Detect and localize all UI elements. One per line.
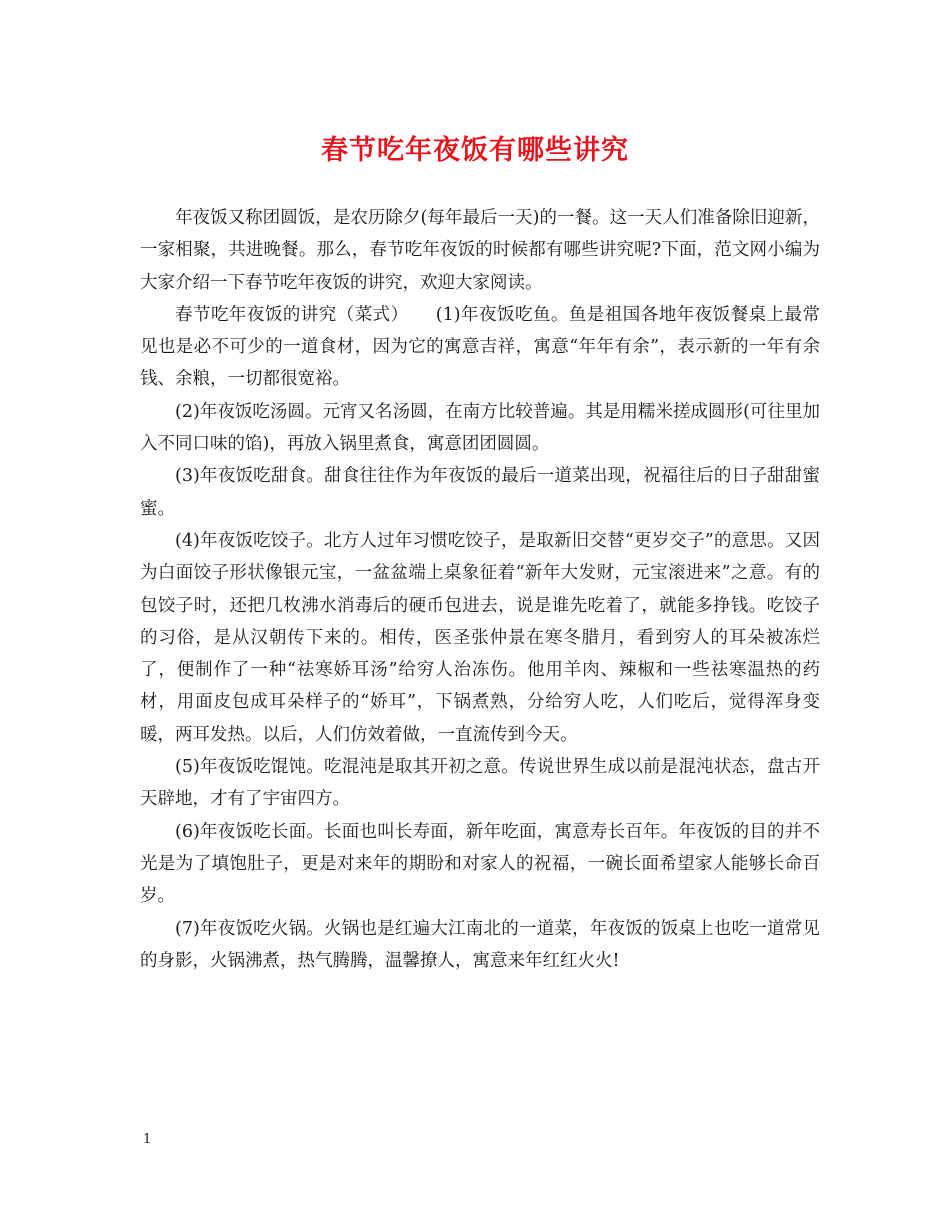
paragraph-noodles: (6)年夜饭吃长面。长面也叫长寿面，新年吃面，寓意寿长百年。年夜饭的目的并不光是为了填饱肚子，更是对来年的期盼和对家人的祝福，一碗长面希望家人能够长命百岁。 (140, 821, 820, 907)
paragraph-dumplings: (4)年夜饭吃饺子。北方人过年习惯吃饺子，是取新旧交替“更岁交子”的意思。又因为白面饺子形状像银元宝，一盆盆端上桌象征着“新年大发财，元宝滚进来”之意。有的包饺子时，还把几枚沸水消毒后的硬币包进去，说是谁先吃着了，就能多挣钱。吃饺子的习俗，是从汉朝传下来的。相传，医圣张仲景在寒冬腊月，看到穷人的耳朵被冻烂了，便制作了一种“祛寒娇耳汤”给穷人治冻伤。他用羊肉、辣椒和一些祛寒温热的药材，用面皮包成耳朵样子的“娇耳”，下锅煮熟，分给穷人吃，人们吃后，觉得浑身变暖，两耳发热。以后，人们仿效着做，一直流传到今天。 (140, 530, 820, 745)
article-body (140, 202, 820, 977)
paragraph-wonton: (5)年夜饭吃馄饨。吃混沌是取其开初之意。传说世界生成以前是混沌状态，盘古开天辟地，才有了宇宙四方。 (140, 757, 820, 810)
paragraph-fish: 春节吃年夜饭的讲究（菜式） (1)年夜饭吃鱼。鱼是祖国各地年夜饭餐桌上最常见也是必不可少的一道食材，因为它的寓意吉祥，寓意“年年有余”，表示新的一年有余钱、余粮，一切都很宽裕。 (140, 304, 820, 390)
paragraph-hotpot: (7)年夜饭吃火锅。火锅也是红遍大江南北的一道菜，年夜饭的饭桌上也吃一道常见的身影，火锅沸煮，热气腾腾，温馨撩人，寓意来年红红火火! (140, 918, 820, 971)
page-title: 春节吃年夜饭有哪些讲究 (321, 135, 629, 166)
paragraph-sweets: (3)年夜饭吃甜食。甜食往往作为年夜饭的最后一道菜出现，祝福往后的日子甜甜蜜蜜。 (140, 466, 820, 519)
page-number: 1 (143, 1132, 152, 1147)
paragraph-tangyuan: (2)年夜饭吃汤圆。元宵又名汤圆，在南方比较普遍。其是用糯米搓成圆形(可往里加入不同口味的馅)，再放入锅里煮食，寓意团团圆圆。 (140, 401, 820, 455)
paragraph-intro: 年夜饭又称团圆饭，是农历除夕(每年最后一天)的一餐。这一天人们准备除旧迎新，一家相聚，共进晚餐。那么，春节吃年夜饭的时候都有哪些讲究呢?下面，范文网小编为大家介绍一下春节吃年夜饭的讲究，欢迎大家阅读。 (140, 208, 820, 293)
